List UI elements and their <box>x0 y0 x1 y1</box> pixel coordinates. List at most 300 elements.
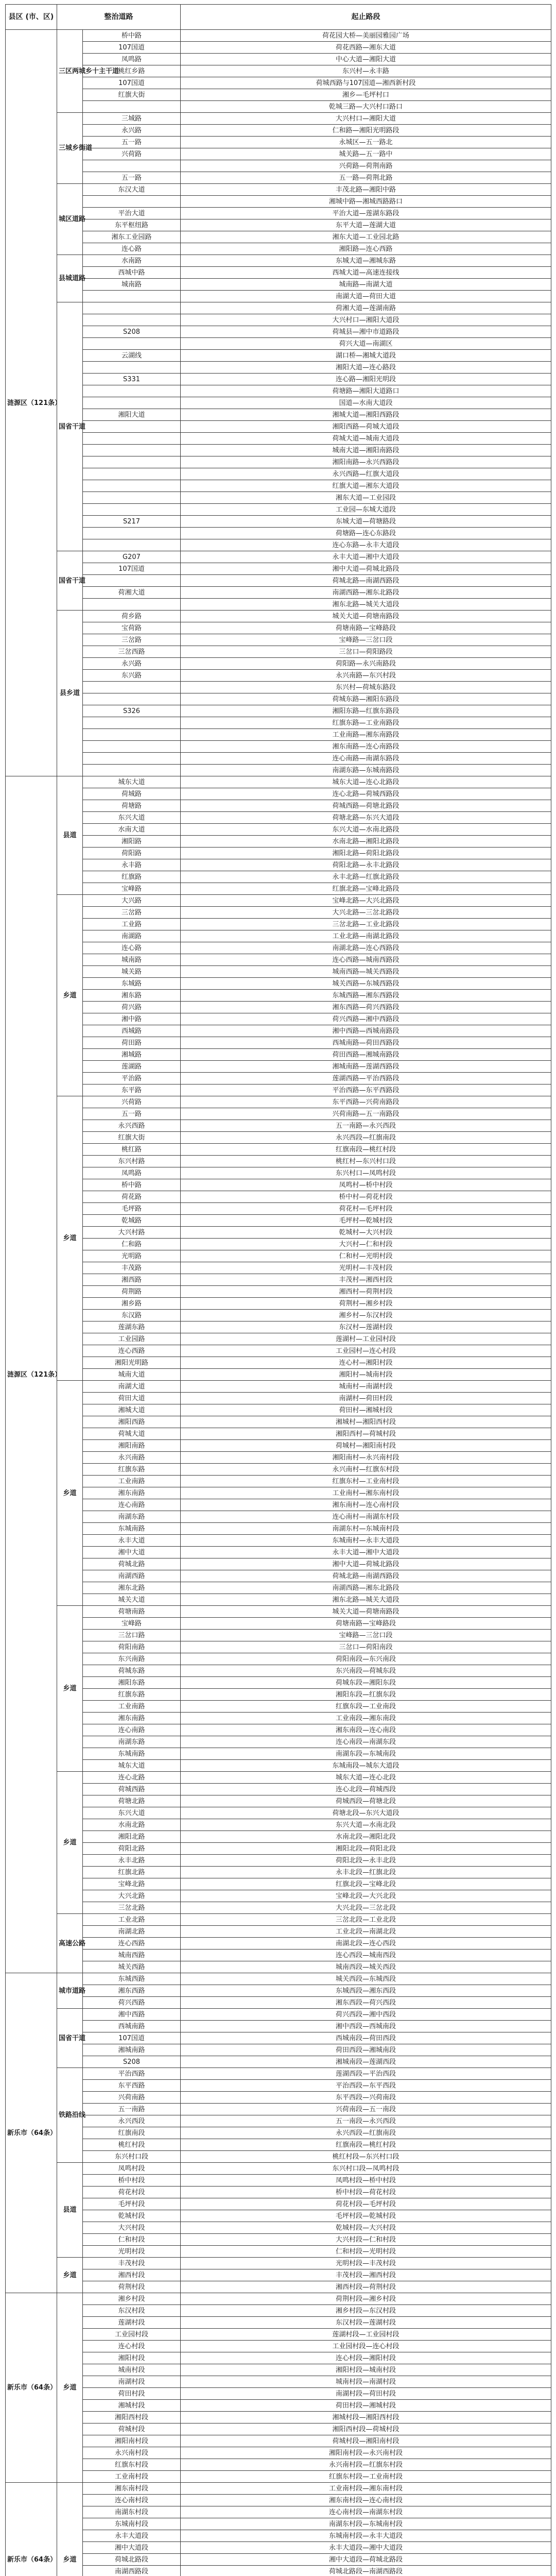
segment-cell: 城关西段—东城西段 <box>181 1973 551 1985</box>
segment-cell: 荷兴西段—湘中西段 <box>181 2009 551 2021</box>
segment-cell: 荷城西路与107国道—湘西新村段 <box>181 77 551 89</box>
segment-cell: 东兴村口—凤鸣村段 <box>181 1167 551 1179</box>
table-body <box>6 30 551 2576</box>
road-name-cell: 东兴村口段 <box>83 2151 181 2163</box>
road-name-cell: 南湖东村段 <box>83 2506 181 2518</box>
road-name-cell: 大兴村路 <box>83 1227 181 1239</box>
table-row <box>6 812 551 824</box>
segment-cell: 连心西段—城南西段 <box>181 1950 551 1961</box>
table-row <box>6 990 551 1002</box>
segment-cell: 红旗东段—工业南段 <box>181 1701 551 1713</box>
road-name-cell: 城南村段 <box>83 2364 181 2376</box>
table-row <box>6 1902 551 1914</box>
table-row <box>6 184 551 196</box>
table-row <box>6 930 551 942</box>
table-row <box>6 279 551 291</box>
table-row <box>6 1713 551 1724</box>
segment-cell: 乾城村段—大兴村段 <box>181 2222 551 2234</box>
table-row <box>6 528 551 539</box>
table-row <box>6 2518 551 2530</box>
road-name-cell: 东平路 <box>83 1084 181 1096</box>
segment-cell: 东兴村口段—凤鸣村段 <box>181 2163 551 2175</box>
table-row <box>6 1523 551 1535</box>
category-cell: 乡道 <box>57 2483 83 2576</box>
road-name-cell: 连心南路 <box>83 1724 181 1736</box>
segment-cell: 连心村—湘阳村段 <box>181 1357 551 1369</box>
segment-cell: 工业南村—湘东南村段 <box>181 1487 551 1499</box>
segment-cell: 莲湖村段—工业园村段 <box>181 2329 551 2341</box>
road-name-cell: 连心西路 <box>83 1938 181 1950</box>
table-row <box>6 350 551 362</box>
road-name-cell: 永兴路 <box>83 125 181 137</box>
table-row <box>6 2435 551 2447</box>
road-name-cell <box>83 492 181 504</box>
road-name-cell: 东兴大道 <box>83 1807 181 1819</box>
table-row <box>6 1997 551 2009</box>
table-row <box>6 113 551 125</box>
segment-cell: 荷城北路—南湖西路段 <box>181 1570 551 1582</box>
segment-cell: 荷湘大道—莲湖南路 <box>181 302 551 314</box>
segment-cell: 工业南村段—湘东南村段 <box>181 2483 551 2495</box>
road-name-cell: 永丰大道段 <box>83 2530 181 2542</box>
category-cell: 城区道路 <box>57 184 83 255</box>
segment-cell: 荷城东路—湘阳东路段 <box>181 693 551 705</box>
segment-cell: 红旗大道—湘东大道段 <box>181 480 551 492</box>
segment-cell: 湘中大道段—荷城北路段 <box>181 2554 551 2566</box>
segment-cell: 城东大道—连心北段 <box>181 1772 551 1784</box>
table-row <box>6 1061 551 1073</box>
table-row <box>6 77 551 89</box>
road-name-cell: 西城路 <box>83 1025 181 1037</box>
table-row <box>6 2139 551 2151</box>
segment-cell: 光明村—丰茂村段 <box>181 1262 551 1274</box>
category-cell: 乡道 <box>57 2293 83 2483</box>
table-row <box>6 693 551 705</box>
segment-cell: 凤鸣村段—桥中村段 <box>181 2175 551 2187</box>
road-name-cell: 仁和村段 <box>83 2234 181 2246</box>
segment-cell: 湘城村段—湘阳西村段 <box>181 2412 551 2424</box>
segment-cell: 荷城县—湘中市道路段 <box>181 326 551 338</box>
county-cell: 涟源区（121条） <box>6 30 57 776</box>
road-name-cell: 兴荷路 <box>83 1096 181 1108</box>
road-name-cell: 湘中路 <box>83 1013 181 1025</box>
segment-cell: 东城南段—城东大道段 <box>181 1760 551 1772</box>
segment-cell: 仁和村段—光明村段 <box>181 2246 551 2258</box>
segment-cell: 湖口桥—湘城大道段 <box>181 350 551 362</box>
table-row <box>6 611 551 622</box>
table-row <box>6 1772 551 1784</box>
table-row <box>6 504 551 516</box>
segment-cell: 湘阳北路—荷阳北路段 <box>181 848 551 859</box>
segment-cell: 荷城西段—荷塘北段 <box>181 1795 551 1807</box>
segment-cell: 工业园村—连心村段 <box>181 1345 551 1357</box>
segment-cell: 湘中西段—西城南段 <box>181 2021 551 2032</box>
road-name-cell: 东城西路 <box>83 1973 181 1985</box>
table-row <box>6 1795 551 1807</box>
road-name-cell: 湘东南路 <box>83 1713 181 1724</box>
table-row <box>6 539 551 551</box>
segment-cell: 南湖东段—东城南段 <box>181 1748 551 1760</box>
segment-cell: 宝峰北段—大兴北段 <box>181 1890 551 1902</box>
category-cell: 县乡道 <box>57 611 83 776</box>
segment-cell: 南湖西路—湘东北路段 <box>181 587 551 599</box>
category-cell: 乡道 <box>57 895 83 1096</box>
category-cell: 三城乡街道 <box>57 113 83 184</box>
table-row <box>6 1013 551 1025</box>
road-name-cell: 湘城路 <box>83 1049 181 1061</box>
segment-cell: 城关路—五一路中 <box>181 148 551 160</box>
table-row <box>6 160 551 172</box>
segment-cell: 湘东大道—工业园北路 <box>181 231 551 243</box>
road-name-cell: 红旗路 <box>83 871 181 883</box>
table-row <box>6 2056 551 2068</box>
table-row <box>6 1784 551 1795</box>
table-row <box>6 30 551 42</box>
table-row <box>6 942 551 954</box>
table-row <box>6 480 551 492</box>
road-name-cell: 荷阳北路 <box>83 1843 181 1855</box>
road-name-cell: 莲湖村段 <box>83 2317 181 2329</box>
road-name-cell: 湘东路 <box>83 990 181 1002</box>
table-row <box>6 1215 551 1227</box>
table-row <box>6 1689 551 1701</box>
road-name-cell: 107国道 <box>83 563 181 575</box>
road-rectification-table <box>5 4 551 2576</box>
table-row <box>6 2092 551 2104</box>
road-name-cell: 城关西路 <box>83 1961 181 1973</box>
segment-cell: 平治西路—东平西路段 <box>181 1084 551 1096</box>
segment-cell: 西城大道—高速连接线 <box>181 267 551 279</box>
segment-cell: 东兴村—荷城东路段 <box>181 682 551 693</box>
road-name-cell: 桥中村段 <box>83 2175 181 2187</box>
segment-cell: 大兴北路—三岔北路段 <box>181 907 551 919</box>
table-row <box>6 1926 551 1938</box>
road-name-cell: 东兴村路 <box>83 1156 181 1167</box>
road-name-cell: 湘中大道 <box>83 1547 181 1558</box>
table-row <box>6 1298 551 1310</box>
table-row <box>6 848 551 859</box>
segment-cell: 五一南段—永兴西段 <box>181 2115 551 2127</box>
segment-cell: 湘阳路—连心西路 <box>181 243 551 255</box>
segment-cell: 湘乡村—东汉村段 <box>181 1310 551 1321</box>
road-name-cell: 107国道 <box>83 2032 181 2044</box>
table-row <box>6 1274 551 1286</box>
segment-cell: 湘阳南路—永兴西路段 <box>181 456 551 468</box>
table-row <box>6 2506 551 2518</box>
segment-cell: 兴荷南路—五一南路段 <box>181 1108 551 1120</box>
road-name-cell: 永丰北路 <box>83 1855 181 1867</box>
segment-cell: 工业北段—南湖北段 <box>181 1926 551 1938</box>
table-row <box>6 2412 551 2424</box>
table-row <box>6 2246 551 2258</box>
road-name-cell: 连心南路 <box>83 1499 181 1511</box>
table-row <box>6 2222 551 2234</box>
segment-cell: 东兴大道—水南北段 <box>181 1819 551 1831</box>
segment-cell: 荷城东段—湘阳东段 <box>181 1677 551 1689</box>
segment-cell: 东兴南段—荷城东段 <box>181 1665 551 1677</box>
road-name-cell: 荷塘路 <box>83 800 181 812</box>
segment-cell: 东城南村—永丰大道段 <box>181 1535 551 1547</box>
segment-cell: 荷城西路—荷塘北路段 <box>181 800 551 812</box>
table-row <box>6 658 551 670</box>
road-name-cell: 三岔路 <box>83 634 181 646</box>
segment-cell: 连心北路—荷城西路段 <box>181 788 551 800</box>
road-name-cell: 凤鸣村段 <box>83 2163 181 2175</box>
county-cell: 新乐市（64条） <box>6 1973 57 2293</box>
segment-cell: 宝峰路—三岔口段 <box>181 1630 551 1641</box>
road-name-cell: 红旗大街 <box>83 1132 181 1144</box>
segment-cell: 仁和路—湘阳光明路段 <box>181 125 551 137</box>
road-name-cell: 湘中西路 <box>83 2009 181 2021</box>
road-name-cell <box>83 291 181 302</box>
category-cell: 乡道 <box>57 1096 83 1381</box>
table-row <box>6 682 551 693</box>
road-name-cell: 水南北路 <box>83 1819 181 1831</box>
road-name-cell: 东城南村段 <box>83 2518 181 2530</box>
road-name-cell: 荷城东路 <box>83 1665 181 1677</box>
road-name-cell: 连心西路 <box>83 1345 181 1357</box>
table-row <box>6 2341 551 2352</box>
road-name-cell: 湘阳西村段 <box>83 2412 181 2424</box>
road-name-cell <box>83 445 181 456</box>
table-row <box>6 2352 551 2364</box>
road-name-cell: 湘城大道 <box>83 1404 181 1416</box>
segment-cell: 永兴南村—红旗东村段 <box>181 1464 551 1476</box>
table-row <box>6 1487 551 1499</box>
category-cell: 县道 <box>57 2163 83 2258</box>
table-row <box>6 421 551 433</box>
road-name-cell: 湘阳西路 <box>83 1416 181 1428</box>
road-name-cell: 荷荆路 <box>83 1286 181 1298</box>
road-name-cell: 大兴北路 <box>83 1890 181 1902</box>
segment-cell: 湘东北路—城关大道段 <box>181 1594 551 1606</box>
table-row <box>6 776 551 788</box>
table-row <box>6 2258 551 2269</box>
segment-cell: 莲湖西段—平治西段 <box>181 2068 551 2080</box>
category-cell: 乡道 <box>57 2258 83 2293</box>
road-name-cell: 三岔口路 <box>83 1630 181 1641</box>
segment-cell: 南湖东路—东城南路段 <box>181 765 551 776</box>
segment-cell: 红旗东村—工业南村段 <box>181 1476 551 1487</box>
table-row <box>6 433 551 445</box>
table-row <box>6 2293 551 2305</box>
road-name-cell: 城关大道 <box>83 1594 181 1606</box>
table-row <box>6 2364 551 2376</box>
table-row <box>6 2269 551 2281</box>
road-name-cell: 湘东南村段 <box>83 2483 181 2495</box>
road-name-cell: 荷城村段 <box>83 2424 181 2435</box>
segment-cell: 荷田村段—湘城村段 <box>181 2400 551 2412</box>
road-name-cell <box>83 314 181 326</box>
segment-cell: 丰茂北路—湘阳中路 <box>181 184 551 196</box>
road-name-cell: 城东大道 <box>83 1760 181 1772</box>
segment-cell: 湘西村段—荷荆村段 <box>181 2281 551 2293</box>
table-row <box>6 563 551 575</box>
segment-cell: 莲湖村—工业园村段 <box>181 1333 551 1345</box>
table-row <box>6 919 551 930</box>
segment-cell: 荷塘路—湘阳大道路口 <box>181 385 551 397</box>
road-name-cell: 东平枢纽路 <box>83 219 181 231</box>
table-row <box>6 1357 551 1369</box>
header-segment: 起止路段 <box>181 5 551 30</box>
table-row <box>6 1855 551 1867</box>
road-name-cell: 城南路 <box>83 954 181 966</box>
road-name-cell: 永丰大道 <box>83 1535 181 1547</box>
segment-cell: 湘东南村段—连心南村段 <box>181 2495 551 2506</box>
segment-cell: 城南西段—城关西段 <box>181 1961 551 1973</box>
table-row <box>6 670 551 682</box>
table-row <box>6 1558 551 1570</box>
road-name-cell: 东城路 <box>83 978 181 990</box>
segment-cell: 荷田村—湘城村段 <box>181 1404 551 1416</box>
segment-cell: 荷荆村—湘乡村段 <box>181 1298 551 1310</box>
table-row <box>6 243 551 255</box>
table-row <box>6 1108 551 1120</box>
segment-cell: 连心路—湘阳光明段 <box>181 374 551 385</box>
road-name-cell: 凤鸣路 <box>83 54 181 65</box>
road-name-cell: 兴荷南路 <box>83 2092 181 2104</box>
table-row <box>6 575 551 587</box>
road-name-cell: 红旗东村段 <box>83 2459 181 2471</box>
segment-cell: 湘东大道—工业园段 <box>181 492 551 504</box>
segment-cell: 湘乡—毛坪村口 <box>181 89 551 101</box>
road-name-cell: 城南路 <box>83 279 181 291</box>
segment-cell: 城关西路—东城西路段 <box>181 978 551 990</box>
road-name-cell: 光明路 <box>83 1250 181 1262</box>
road-name-cell: 湘阳北路 <box>83 1831 181 1843</box>
table-header-row <box>6 5 551 30</box>
segment-cell: 荷塘路—连心东路段 <box>181 528 551 539</box>
table-row <box>6 1025 551 1037</box>
segment-cell: 东城西段—湘东西段 <box>181 1985 551 1997</box>
segment-cell: 湘阳西村段—荷城村段 <box>181 2424 551 2435</box>
table-row <box>6 42 551 54</box>
table-row <box>6 2305 551 2317</box>
road-name-cell: 工业南路 <box>83 1476 181 1487</box>
road-name-cell: 东兴路 <box>83 670 181 682</box>
segment-cell: 荷阳南段—东兴南段 <box>181 1653 551 1665</box>
table-row <box>6 1641 551 1653</box>
road-name-cell: 凤鸣路 <box>83 1167 181 1179</box>
road-name-cell: 三岔西路 <box>83 646 181 658</box>
road-name-cell: 湘西村段 <box>83 2269 181 2281</box>
table-row <box>6 1867 551 1878</box>
road-name-cell: S208 <box>83 326 181 338</box>
table-row <box>6 516 551 528</box>
segment-cell: 东平西段—兴荷南段 <box>181 2092 551 2104</box>
segment-cell: 城南西路—城关西路段 <box>181 966 551 978</box>
road-name-cell: 湘城村段 <box>83 2400 181 2412</box>
road-name-cell: 三岔北路 <box>83 1902 181 1914</box>
segment-cell: 连心南段—南湖东段 <box>181 1736 551 1748</box>
segment-cell: 大兴村段—仁和村段 <box>181 2234 551 2246</box>
road-name-cell: 107国道 <box>83 42 181 54</box>
road-name-cell: 东城南路 <box>83 1523 181 1535</box>
table-row <box>6 2281 551 2293</box>
category-cell: 国省干道 <box>57 551 83 611</box>
road-name-cell: 乾城村段 <box>83 2210 181 2222</box>
segment-cell: 乾城村—大兴村段 <box>181 1227 551 1239</box>
table-row <box>6 1156 551 1167</box>
road-name-cell: 东城南路 <box>83 1748 181 1760</box>
road-name-cell: 大兴村段 <box>83 2222 181 2234</box>
table-row <box>6 2009 551 2021</box>
segment-cell: 城东大道—连心北路段 <box>181 776 551 788</box>
segment-cell: 湘阳东路—红旗东路段 <box>181 705 551 717</box>
category-cell: 城市道路 <box>57 1973 83 2009</box>
segment-cell: 连心南村—南湖东村段 <box>181 1511 551 1523</box>
segment-cell: 连心南村段—南湖东村段 <box>181 2506 551 2518</box>
table-row <box>6 1724 551 1736</box>
segment-cell: 荷城村—湘阳南村段 <box>181 1440 551 1452</box>
table-row <box>6 1547 551 1558</box>
road-name-cell: 南湖西路段 <box>83 2566 181 2576</box>
table-row <box>6 753 551 765</box>
road-name-cell: 荷乡路 <box>83 611 181 622</box>
road-name-cell: 荷塘北路 <box>83 1795 181 1807</box>
segment-cell: 湘乡村段—东汉村段 <box>181 2305 551 2317</box>
road-name-cell: 五一路 <box>83 172 181 184</box>
table-row <box>6 456 551 468</box>
table-row <box>6 1203 551 1215</box>
road-name-cell: 107国道 <box>83 77 181 89</box>
segment-cell: 荷田西路—湘城南路段 <box>181 1049 551 1061</box>
road-name-cell: 红旗东路 <box>83 1689 181 1701</box>
table-row <box>6 374 551 385</box>
road-name-cell: 云湖线 <box>83 350 181 362</box>
table-row <box>6 2388 551 2400</box>
segment-cell: 湘阳北段—荷阳北段 <box>181 1843 551 1855</box>
table-row <box>6 125 551 137</box>
road-name-cell <box>83 433 181 445</box>
road-name-cell: 三岔路 <box>83 907 181 919</box>
road-name-cell: 湘东工业园路 <box>83 231 181 243</box>
table-row <box>6 1333 551 1345</box>
segment-cell: 湘东北路—城关大道段 <box>181 599 551 611</box>
table-row <box>6 1890 551 1902</box>
segment-cell: 红旗南段—桃红村段 <box>181 2139 551 2151</box>
segment-cell: 湘阳大道—连心路段 <box>181 362 551 374</box>
table-row <box>6 1843 551 1855</box>
segment-cell: 莲湖西路—平治西路段 <box>181 1073 551 1084</box>
road-name-cell <box>83 196 181 208</box>
table-row <box>6 2104 551 2115</box>
road-name-cell: 荷湘大道 <box>83 587 181 599</box>
table-row <box>6 1096 551 1108</box>
road-name-cell <box>83 456 181 468</box>
segment-cell: 桥中村段—荷花村段 <box>181 2187 551 2198</box>
table-row <box>6 291 551 302</box>
table-row <box>6 397 551 409</box>
segment-cell: 永兴西段—红旗南段 <box>181 1132 551 1144</box>
segment-cell: 南湖西路—湘东北路段 <box>181 1582 551 1594</box>
segment-cell: 荷塘北段—东兴大道段 <box>181 1807 551 1819</box>
segment-cell: 东城南村段—永丰大道段 <box>181 2530 551 2542</box>
road-name-cell: 永兴路 <box>83 658 181 670</box>
road-name-cell: 湘阳东路 <box>83 1677 181 1689</box>
segment-cell: 桥中村—荷花村段 <box>181 1191 551 1203</box>
road-name-cell: 湘阳路 <box>83 836 181 848</box>
table-row <box>6 445 551 456</box>
road-name-cell: 湘东西路 <box>83 1985 181 1997</box>
table-row <box>6 2187 551 2198</box>
table-row <box>6 219 551 231</box>
road-name-cell: 乾城路 <box>83 1215 181 1227</box>
road-name-cell: 红旗南段 <box>83 2127 181 2139</box>
table-row <box>6 717 551 729</box>
segment-cell: 工业南路—湘东南路段 <box>181 729 551 741</box>
segment-cell: 荷兴西路—湘中西路段 <box>181 1013 551 1025</box>
